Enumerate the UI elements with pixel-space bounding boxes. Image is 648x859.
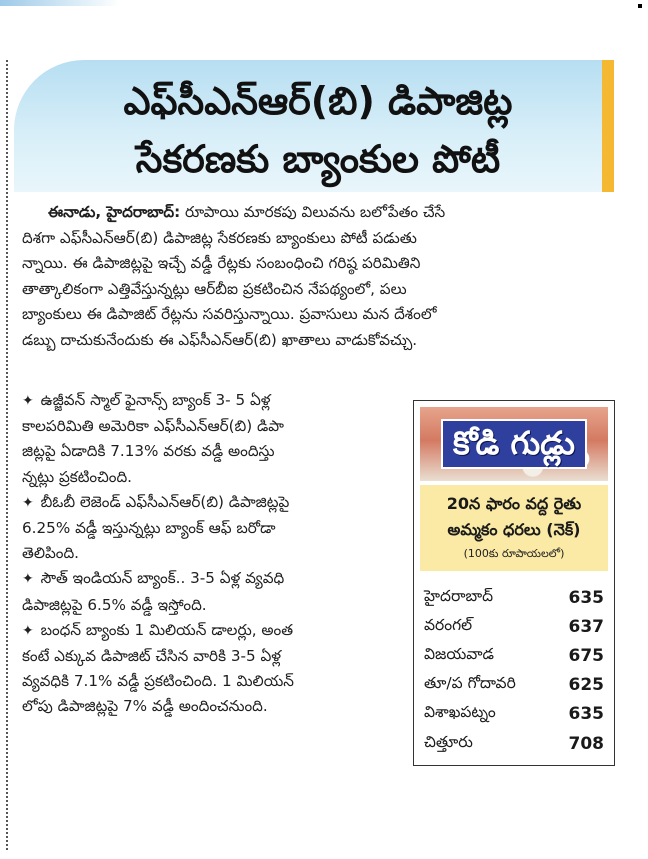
price-row [424, 729, 604, 758]
bullet-item [22, 388, 400, 490]
price-value: 637 [568, 616, 604, 637]
headline-panel [14, 60, 614, 192]
bullet-line: 6.25% వడ్డీ ఇస్తున్నట్లు బ్యాంక్‌ ఆఫ్‌ బరోడా [22, 519, 276, 538]
top-edge-smudge [0, 0, 120, 6]
article-line: బ్యాంకులు ఈ డిపాజిట్‌ రేట్లను సవరిస్తున్నాయి. ప్రవాసులు మన దేశంలో [22, 305, 437, 324]
unit-note: (100కు రూపాయలలో) [463, 547, 565, 560]
dateline: ఈనాడు, హైదరాబాద్‌: [48, 203, 181, 221]
bullet-line [22, 618, 400, 644]
bullet-text: సౌత్‌ ఇండియన్‌ బ్యాంక్‌.. 3-5 ఏళ్ల వ్యవధి [40, 569, 285, 588]
price-value: 625 [568, 675, 604, 696]
article-line: డబ్బు దాచుకునేందుకు ఈ ఎఫ్‌సీఎన్‌ఆర్‌(బి) ఖాతాలు వాడుకోవచ్చు. [22, 330, 418, 349]
bullet-star-icon: ✦ [22, 571, 34, 588]
bullet-star-icon: ✦ [22, 393, 34, 409]
bullet-star-icon: ✦ [22, 494, 34, 511]
subtitle-line-1: 20న ఫారం వద్ద రైతు [446, 494, 582, 513]
price-row [424, 583, 604, 612]
egg-price-box [413, 400, 615, 766]
city-name: విశాఖపట్నం [424, 703, 496, 722]
price-row [424, 612, 604, 641]
bullet-line [22, 490, 400, 516]
bullet-line: కంటే ఎక్కువ డిపాజిట్‌ చేసిన వారికి 3-5 ఏళ్ల [22, 647, 282, 666]
city-name: విజయవాడ [424, 644, 494, 663]
price-value: 635 [568, 704, 604, 725]
egg-box-subtitle [420, 485, 608, 571]
bullet-item [22, 490, 400, 567]
article-line: తాత్కాలికంగా ఎత్తివేస్తున్నట్లు ఆర్‌బీఐ ప్రకటించిన నేపథ్యంలో, పలు [22, 279, 407, 298]
price-row [424, 641, 604, 670]
bullet-list [22, 388, 400, 720]
bullet-item [22, 566, 400, 617]
headline-line-2: సేకరణకు బ్యాంకుల పోటీ [135, 137, 501, 181]
edge-mark [638, 4, 642, 8]
bullet-line: వ్యవధికి 7.1% వడ్డీ ప్రకటించింది. 1 మిలియన్‌ [22, 672, 294, 691]
bullet-line [22, 388, 400, 414]
city-name: వరంగల్‌ [424, 615, 473, 634]
bullet-line [22, 566, 400, 592]
bullet-star-icon: ✦ [22, 622, 34, 639]
bullet-line: కాలపరిమితి అమెరికా ఎఫ్‌సీఎన్‌ఆర్‌(బి) డిపా [22, 417, 284, 436]
article-first-line [22, 200, 618, 226]
bullet-item [22, 618, 400, 720]
city-name: చిత్తూరు [424, 732, 473, 751]
bullet-line: న్నట్లు ప్రకటించింది. [22, 467, 133, 486]
bullet-text: బీఓబీ లెజెండ్‌ ఎఫ్‌సీఎన్‌ఆర్‌(బి) డిపాజిట్లపై [40, 492, 290, 511]
headline-line-1: ఎఫ్‌సీఎన్‌ఆర్‌(బి) డిపాజిట్ల [123, 79, 513, 123]
price-value: 675 [568, 645, 604, 666]
article-lead [22, 200, 618, 354]
egg-banner-image [420, 407, 608, 481]
article-line: న్నాయి. ఈ డిపాజిట్లపై ఇచ్చే వడ్డీ రేట్లకు సంబంధించి గరిష్ఠ పరిమితిని [22, 254, 421, 273]
city-name: హైదరాబాద్‌ [424, 586, 494, 605]
article-line: రూపాయి మారకపు విలువను బలోపేతం చేసే [184, 203, 446, 221]
bullet-line: డిపాజిట్లపై 6.5% వడ్డీ ఇస్తోంది. [22, 595, 207, 614]
bullet-line: తెలిపింది. [22, 544, 79, 563]
price-table [424, 583, 604, 758]
bullet-text: బంధన్‌ బ్యాంకు 1 మిలియన్‌ డాలర్లు, అంత [40, 620, 294, 639]
subtitle-line-2: అమ్మకం ధరలు (నెక్‌) [447, 520, 581, 539]
egg-banner-title: కోడి గుడ్లు [441, 419, 587, 469]
price-value: 635 [568, 587, 604, 608]
price-row [424, 700, 604, 729]
bullet-text: ఉజ్జీవన్‌ స్మాల్‌ ఫైనాన్స్‌ బ్యాంక్‌ 3- 5 ఏళ్ల [40, 391, 271, 409]
price-row [424, 671, 604, 700]
article-line: దిశగా ఎఫ్‌సీఎన్‌ఆర్‌(బి) డిపాజిట్ల సేకరణకు బ్యాంకులు పోటీ పడుతు [22, 228, 417, 247]
column-divider [6, 60, 8, 850]
price-value: 708 [568, 733, 604, 754]
city-name: తూ/ప గోదావరి [424, 674, 516, 693]
bullet-line: జిట్లపై ఏడాదికి 7.13% వరకు వడ్డీ అందిస్తు [22, 442, 275, 461]
bullet-line: లోపు డిపాజిట్లపై 7% వడ్డీ అందించనుంది. [22, 697, 268, 716]
